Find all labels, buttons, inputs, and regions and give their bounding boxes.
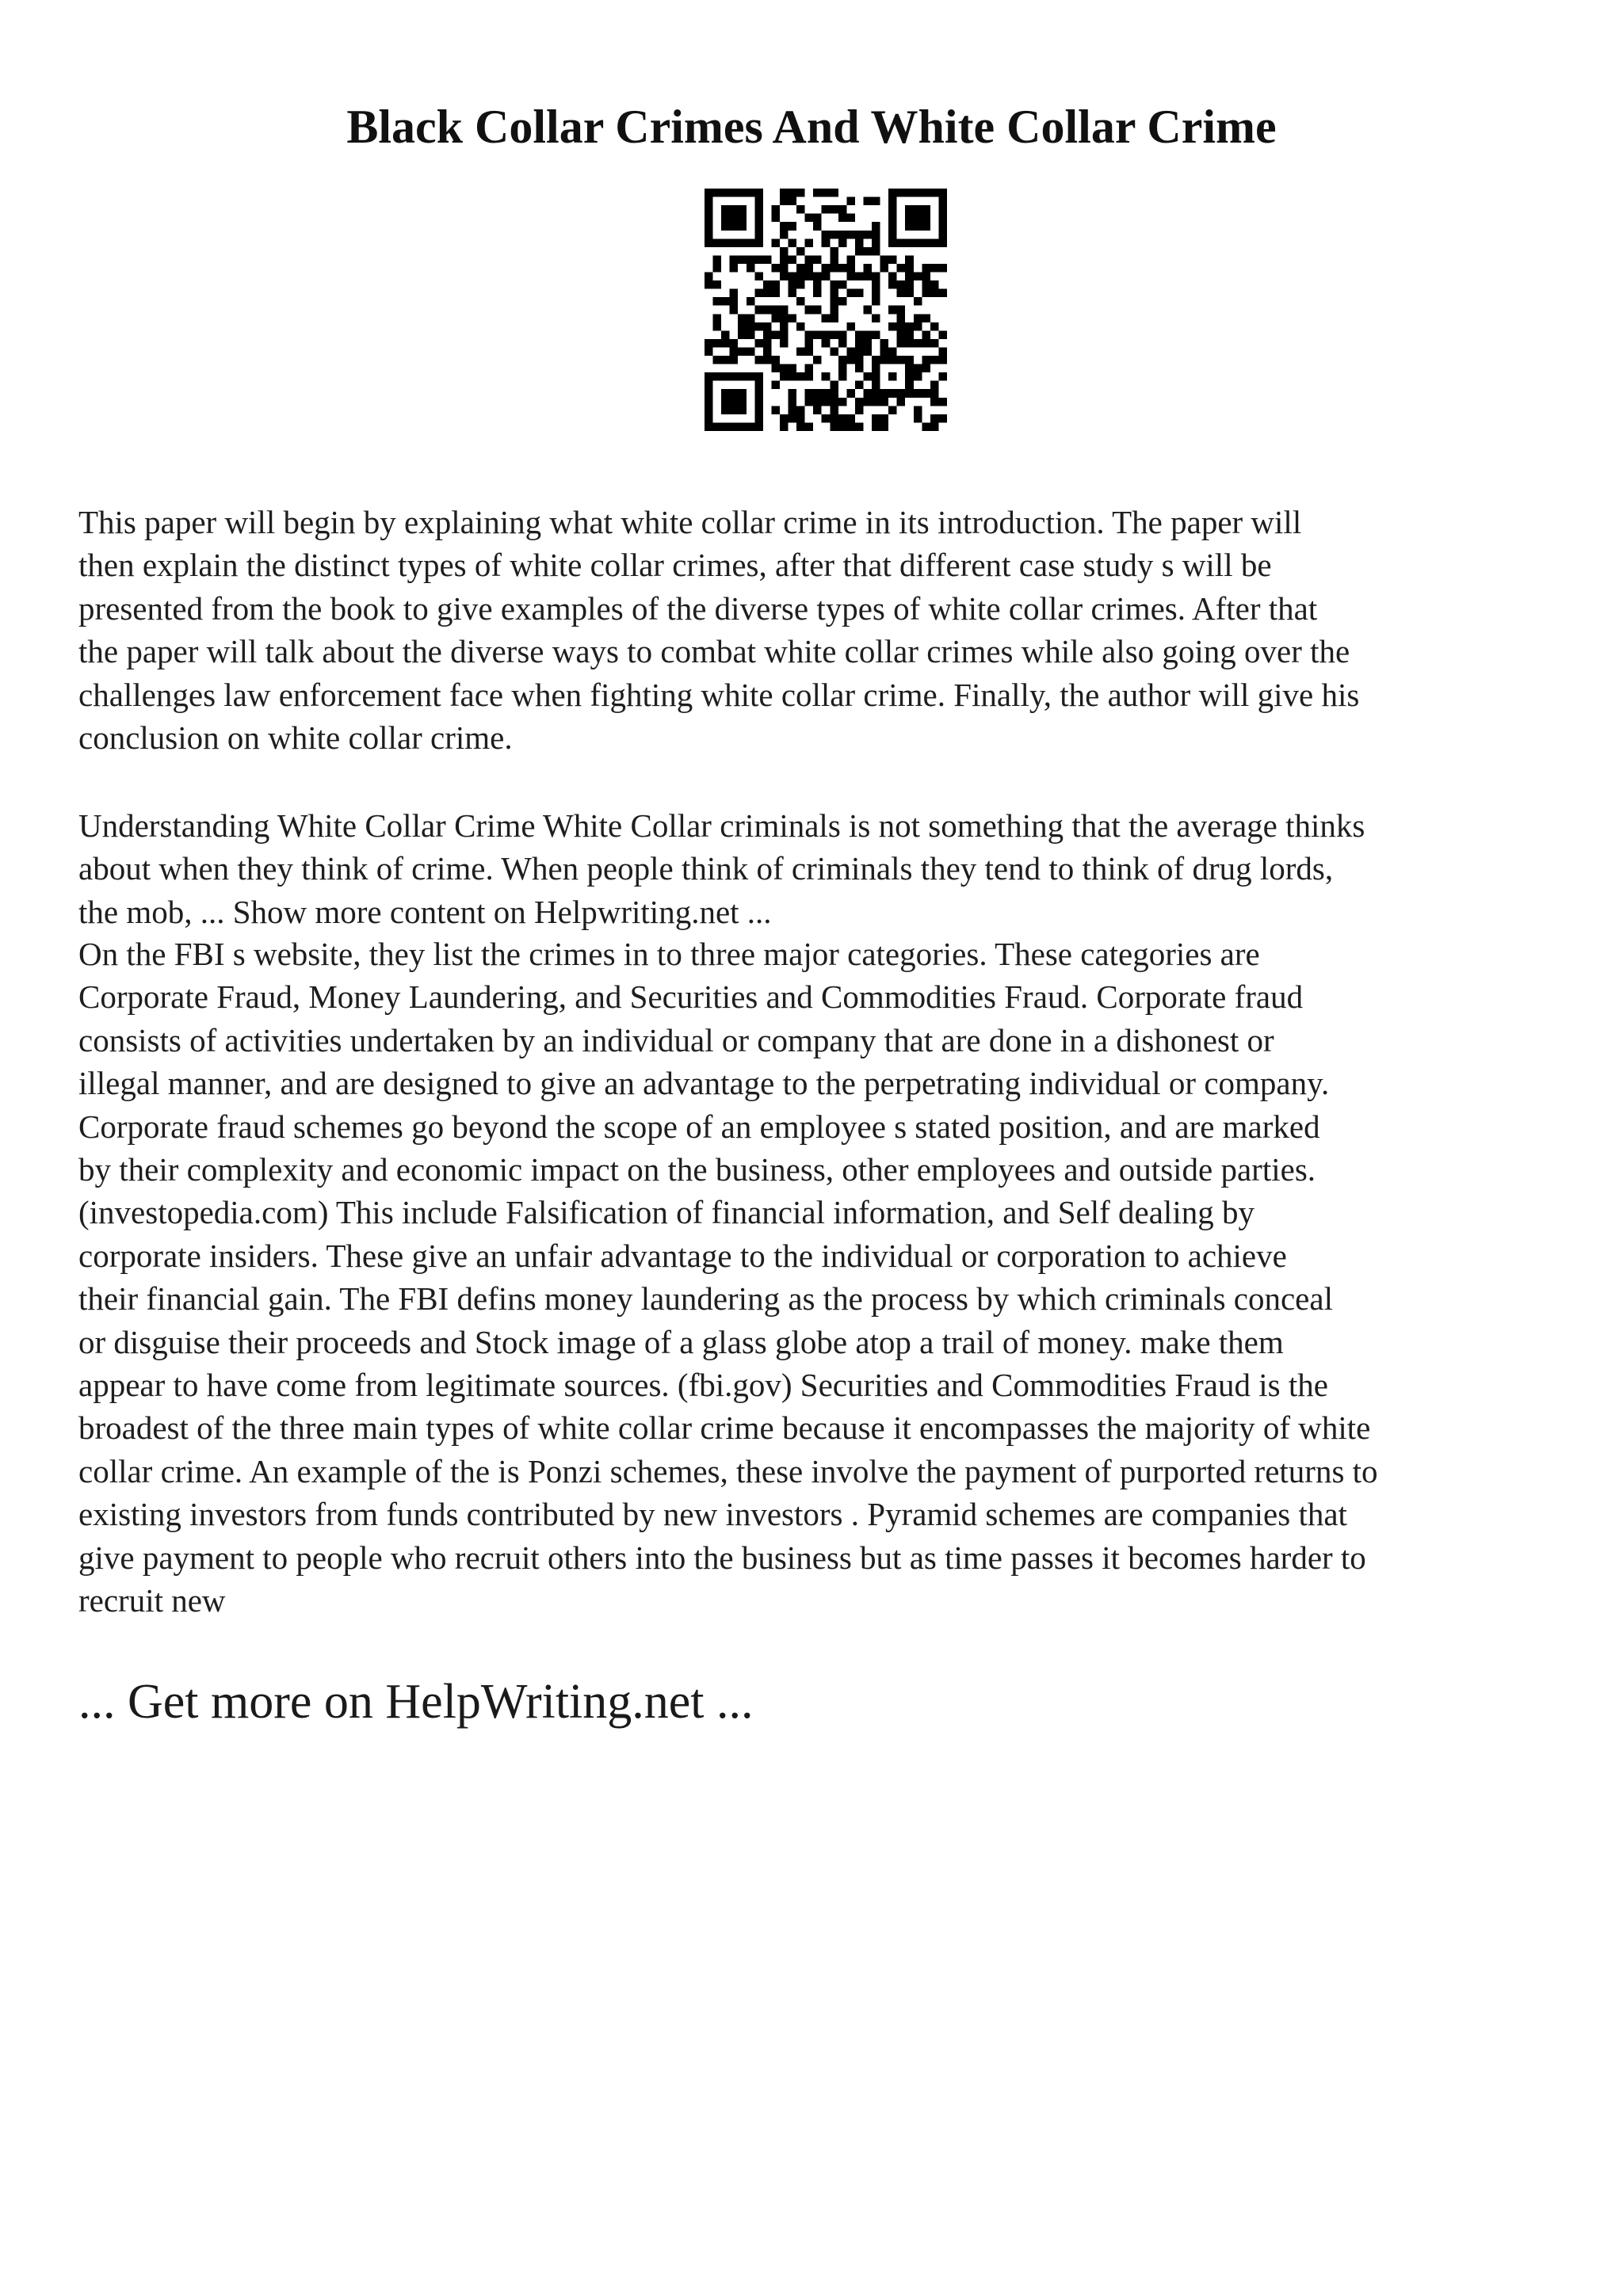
paragraph-intro: [78, 501, 1568, 759]
text-line: give payment to people who recruit others into the business but as time passes it becomes harder to: [78, 1539, 1366, 1576]
text-line: by their complexity and economic impact on the business, other employees and outside parties.: [78, 1151, 1316, 1188]
text-line: appear to have come from legitimate sources. (fbi.gov) Securities and Commodities Fraud is the: [78, 1367, 1328, 1404]
paragraph-fbi-categories: [78, 933, 1568, 1623]
text-line: or disguise their proceeds and Stock image of a glass globe atop a trail of money. make them: [78, 1323, 1284, 1360]
text-line: consists of activities undertaken by an individual or company that are done in a dishonest or: [78, 1021, 1274, 1058]
text-line: (investopedia.com) This include Falsification of financial information, and Self dealing by: [78, 1194, 1254, 1231]
text-line: recruit new: [78, 1582, 226, 1619]
text-line: broadest of the three main types of white collar crime because it encompasses the majority of white: [78, 1409, 1371, 1447]
get-more-link[interactable]: ... Get more on HelpWriting.net ...: [78, 1675, 754, 1729]
text-line: collar crime. An example of the is Ponzi schemes, these involve the payment of purported returns to: [78, 1452, 1378, 1489]
text-line: On the FBI s website, they list the crimes in to three major categories. These categories are: [78, 936, 1260, 972]
text-line: Corporate Fraud, Money Laundering, and Securities and Commodities Fraud. Corporate fraud: [78, 978, 1304, 1016]
paragraph-understanding: [78, 804, 1568, 933]
text-line: the mob, ... Show more content on Helpwriting.net ...: [78, 893, 772, 930]
qr-code-graphic: [705, 189, 947, 431]
text-line: challenges law enforcement face when fighting white collar crime. Finally, the author will give his: [78, 676, 1360, 713]
text-line: Understanding White Collar Crime White Collar criminals is not something that the average thinks: [78, 807, 1365, 844]
text-line: the paper will talk about the diverse ways to combat white collar crimes while also going over the: [78, 633, 1350, 670]
text-line: Corporate fraud schemes go beyond the scope of an employee s stated position, and are marked: [78, 1108, 1320, 1145]
text-line: conclusion on white collar crime.: [78, 719, 513, 757]
text-line: their financial gain. The FBI defins money laundering as the process by which criminals conceal: [78, 1280, 1333, 1318]
text-line: corporate insiders. These give an unfair advantage to the individual or corporation to achieve: [78, 1237, 1287, 1274]
text-line: presented from the book to give examples of the diverse types of white collar crimes. After that: [78, 589, 1318, 627]
text-line: This paper will begin by explaining what white collar crime in its introduction. The paper will: [78, 504, 1302, 540]
qr-code-icon: [705, 189, 947, 431]
text-line: about when they think of crime. When people think of criminals they tend to think of drug lords,: [78, 850, 1334, 887]
text-line: then explain the distinct types of white collar crimes, after that different case study s will be: [78, 547, 1272, 584]
text-line: illegal manner, and are designed to give an advantage to the perpetrating individual or company.: [78, 1065, 1330, 1102]
text-line: existing investors from funds contributed by new investors . Pyramid schemes are companies that: [78, 1496, 1347, 1533]
document-title: Black Collar Crimes And White Collar Crime: [346, 101, 1277, 153]
